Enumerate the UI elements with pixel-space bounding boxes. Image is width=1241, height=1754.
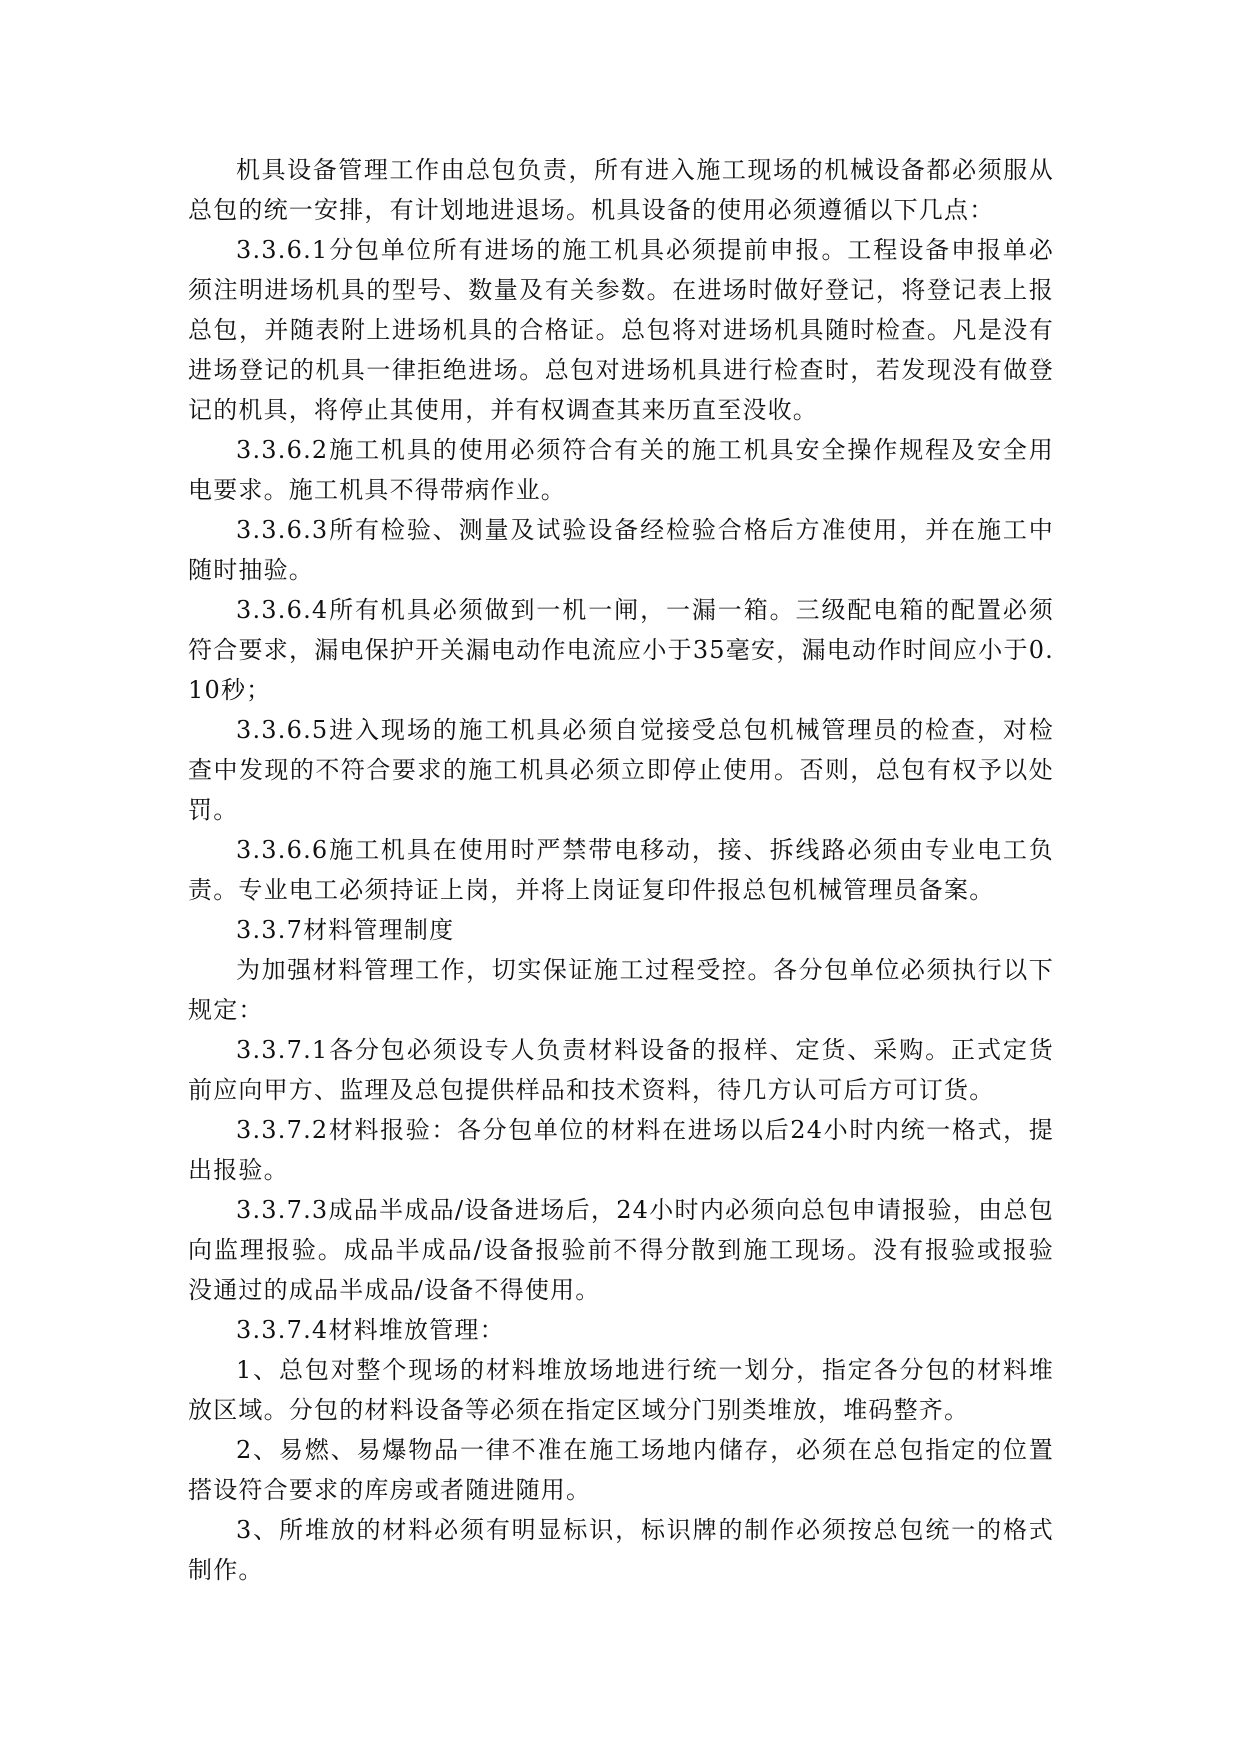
section-heading-3-3-7: 3.3.7材料管理制度 — [236, 916, 455, 944]
paragraph-3-3-6-5: 3.3.6.5进入现场的施工机具必须自觉接受总包机械管理员的检查，对检查中发现的不符合要求的施工机具必须立即停止使用。否则，总包有权予以处罚。 — [188, 716, 1054, 824]
paragraph-3-3-6-4: 3.3.6.4所有机具必须做到一机一闸，一漏一箱。三级配电箱的配置必须符合要求，漏电保护开关漏电动作电流应小于35毫安，漏电动作时间应小于0.10秒； — [188, 596, 1054, 704]
list-item-2: 2、易燃、易爆物品一律不准在施工场地内储存，必须在总包指定的位置搭设符合要求的库房或者随进随用。 — [188, 1436, 1054, 1504]
paragraph-intro: 机具设备管理工作由总包负责，所有进入施工现场的机械设备都必须服从总包的统一安排，有计划地进退场。机具设备的使用必须遵循以下几点： — [188, 156, 1054, 224]
paragraph-3-3-6-6: 3.3.6.6施工机具在使用时严禁带电移动，接、拆线路必须由专业电工负责。专业电工必须持证上岗，并将上岗证复印件报总包机械管理员备案。 — [188, 836, 1054, 904]
paragraph-3-3-7-1: 3.3.7.1各分包必须设专人负责材料设备的报样、定货、采购。正式定货前应向甲方、监理及总包提供样品和技术资料，待几方认可后方可订货。 — [188, 1036, 1054, 1104]
paragraph-3-3-7-2: 3.3.7.2材料报验：各分包单位的材料在进场以后24小时内统一格式，提出报验。 — [188, 1116, 1054, 1184]
paragraph-3-3-6-2: 3.3.6.2施工机具的使用必须符合有关的施工机具安全操作规程及安全用电要求。施工机具不得带病作业。 — [188, 436, 1054, 504]
document-body — [188, 150, 1054, 1590]
paragraph-3-3-6-3: 3.3.6.3所有检验、测量及试验设备经检验合格后方准使用，并在施工中随时抽验。 — [188, 516, 1054, 584]
list-item-1: 1、总包对整个现场的材料堆放场地进行统一划分，指定各分包的材料堆放区域。分包的材料设备等必须在指定区域分门别类堆放，堆码整齐。 — [188, 1356, 1054, 1424]
paragraph-3-3-6-1: 3.3.6.1分包单位所有进场的施工机具必须提前申报。工程设备申报单必须注明进场机具的型号、数量及有关参数。在进场时做好登记，将登记表上报总包，并随表附上进场机具的合格证。总包将对进场机具随时检查。凡是没有进场登记的机具一律拒绝进场。总包对进场机具进行检查时，若发现没有做登记的机具，将停止其使用，并有权调查其来历直至没收。 — [188, 236, 1054, 424]
paragraph-3-3-7-3: 3.3.7.3成品半成品/设备进场后，24小时内必须向总包申请报验，由总包向监理报验。成品半成品/设备报验前不得分散到施工现场。没有报验或报验没通过的成品半成品/设备不得使用。 — [188, 1196, 1054, 1304]
list-item-3: 3、所堆放的材料必须有明显标识，标识牌的制作必须按总包统一的格式制作。 — [188, 1516, 1054, 1584]
paragraph-3-3-7-intro: 为加强材料管理工作，切实保证施工过程受控。各分包单位必须执行以下规定： — [188, 956, 1054, 1024]
paragraph-3-3-7-4: 3.3.7.4材料堆放管理： — [236, 1316, 505, 1344]
